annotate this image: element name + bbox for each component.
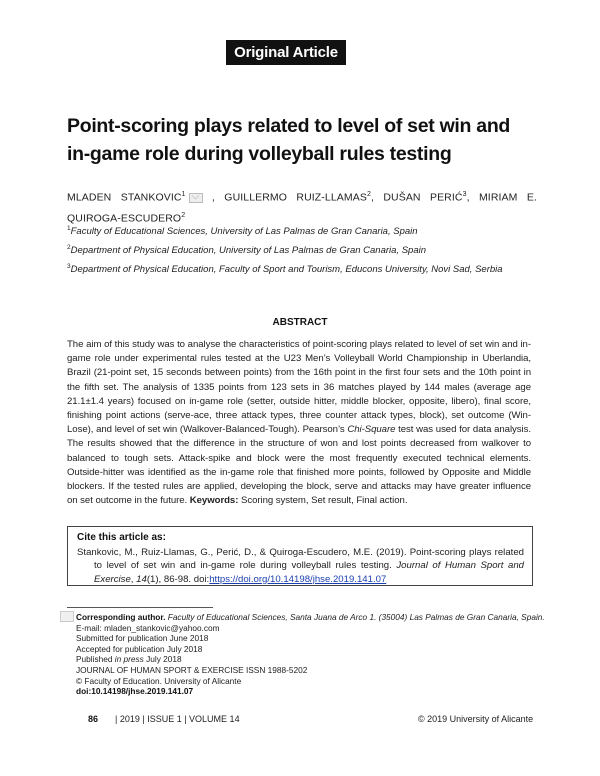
journal-issn: JOURNAL OF HUMAN SPORT & EXERCISE ISSN 1988-5202 (76, 664, 308, 675)
envelope-icon[interactable] (189, 193, 203, 203)
author-list: MLADEN STANKOVIC$^1$ , GUILLERMO RUIZ-LLAMAS$^2$, DUŠAN PERIĆ$^3$, MIRIAM E. QUIROGA-ESCUDERO$^2$ (67, 191, 537, 224)
article-title: Point-scoring plays related to level of set win and in-game role during volleyball rules testing (67, 115, 511, 165)
article-type-badge: Original Article (226, 40, 346, 65)
author-name[interactable]: DUŠAN PERIĆ (383, 191, 463, 204)
abstract-heading: ABSTRACT (272, 317, 328, 328)
affiliation-2: $^2$Department of Physical Education, University of Las Palmas de Gran Canaria, Spain (67, 244, 426, 257)
author-affil-sup: 1 (181, 191, 186, 198)
doi-line: doi:10.14198/jhse.2019.141.07 (76, 686, 194, 697)
author-affil-sup: 2 (366, 191, 371, 198)
copyright-line: © Faculty of Education. University of Alicante (76, 675, 242, 686)
affiliation-3: $^3$Department of Physical Education, Faculty of Sport and Tourism, Educons University, Novi Sad, Serbia (67, 263, 503, 276)
email-line[interactable]: E-mail: mladen_stankovic@yahoo.com (76, 622, 220, 633)
affiliation-1: $^1$Faculty of Educational Sciences, University of Las Palmas de Gran Canaria, Spain (67, 225, 418, 238)
footnote-divider (67, 607, 213, 608)
author-affil-sup: 3 (462, 191, 467, 198)
author-affil-sup: 2 (181, 211, 186, 219)
keywords: Scoring system, Set result, Final action. (238, 495, 408, 507)
envelope-icon[interactable] (60, 611, 74, 622)
author-name[interactable]: MLADEN STANKOVIC (67, 191, 182, 204)
abstract-body: The aim of this study was to analyse the characteristics of point-scoring plays related to level of set win and in-game role under experimental rules tested at the U23 Men’s Volleyball World Championship in Uberlandia, Brazil (21-point set, 15 seconds between points) from the 16th point in the first four sets and the 10th point in the fifth set. The analysis of 1335 points from 123 sets in 36 matches played by 144 males (average age 21.1±1.4 years) focused on in-game role (setter, outside hitter, middle blocker, opposite, libero), final score, finishing point actions (serve-ace, three attack types, three counter attack types, block), set outcome (Win-Lose), and level of set win (Walkover-Balanced-Tough). Pearson’s Chi-Square test was used for data analysis. The results showed that the difference in the structure of won and lost points decreased from walkover to balanced to tough sets. Attack-spike and block were the most frequently executed technical elements. Outside-hitter was identified as the in-game role that finished more points, followed by Opposite and Middle blockers. If the tested rules are applied, developing the block, serve and attacks may have greater influence on set outcome in the future. Keywords: Scoring system, Set result, Final action. (67, 339, 531, 507)
submitted-date: Submitted for publication June 2018 (76, 633, 209, 644)
corresponding-author-label: Corresponding author. (76, 612, 166, 622)
keywords-label: Keywords: (189, 495, 239, 507)
footer-copyright: © 2019 University of Alicante (418, 714, 534, 724)
page-number: 86 (88, 714, 99, 724)
author-name[interactable]: GUILLERMO RUIZ-LLAMAS (224, 191, 367, 204)
corresponding-address: Faculty of Educational Sciences, Santa Juana de Arco 1. (35004) Las Palmas de Gran Canaria, Spain. (167, 612, 545, 622)
citation-heading: Cite this article as: (77, 532, 166, 543)
issue-info: | 2019 | ISSUE 1 | VOLUME 14 (115, 714, 240, 724)
author-name[interactable]: MIRIAM E. QUIROGA-ESCUDERO (67, 191, 537, 224)
doi-link[interactable]: https://doi.org/10.14198/jhse.2019.141.07 (209, 573, 387, 585)
citation-box (67, 526, 533, 586)
published-date: Published in press July 2018 (76, 654, 182, 665)
accepted-date: Accepted for publication July 2018 (76, 643, 203, 654)
correspondence-block (76, 612, 546, 697)
citation-text: Stankovic, M., Ruiz-Llamas, G., Perić, D., & Quiroga-Escudero, M.E. (2019). Point-scoring plays related to level of set win and in-game role during volleyball rules testing. Journal of Human Sport and Exercise, 14(1), 86-98. doi:https://doi.org/10.14198/jhse.2019.141.07 (77, 547, 524, 585)
